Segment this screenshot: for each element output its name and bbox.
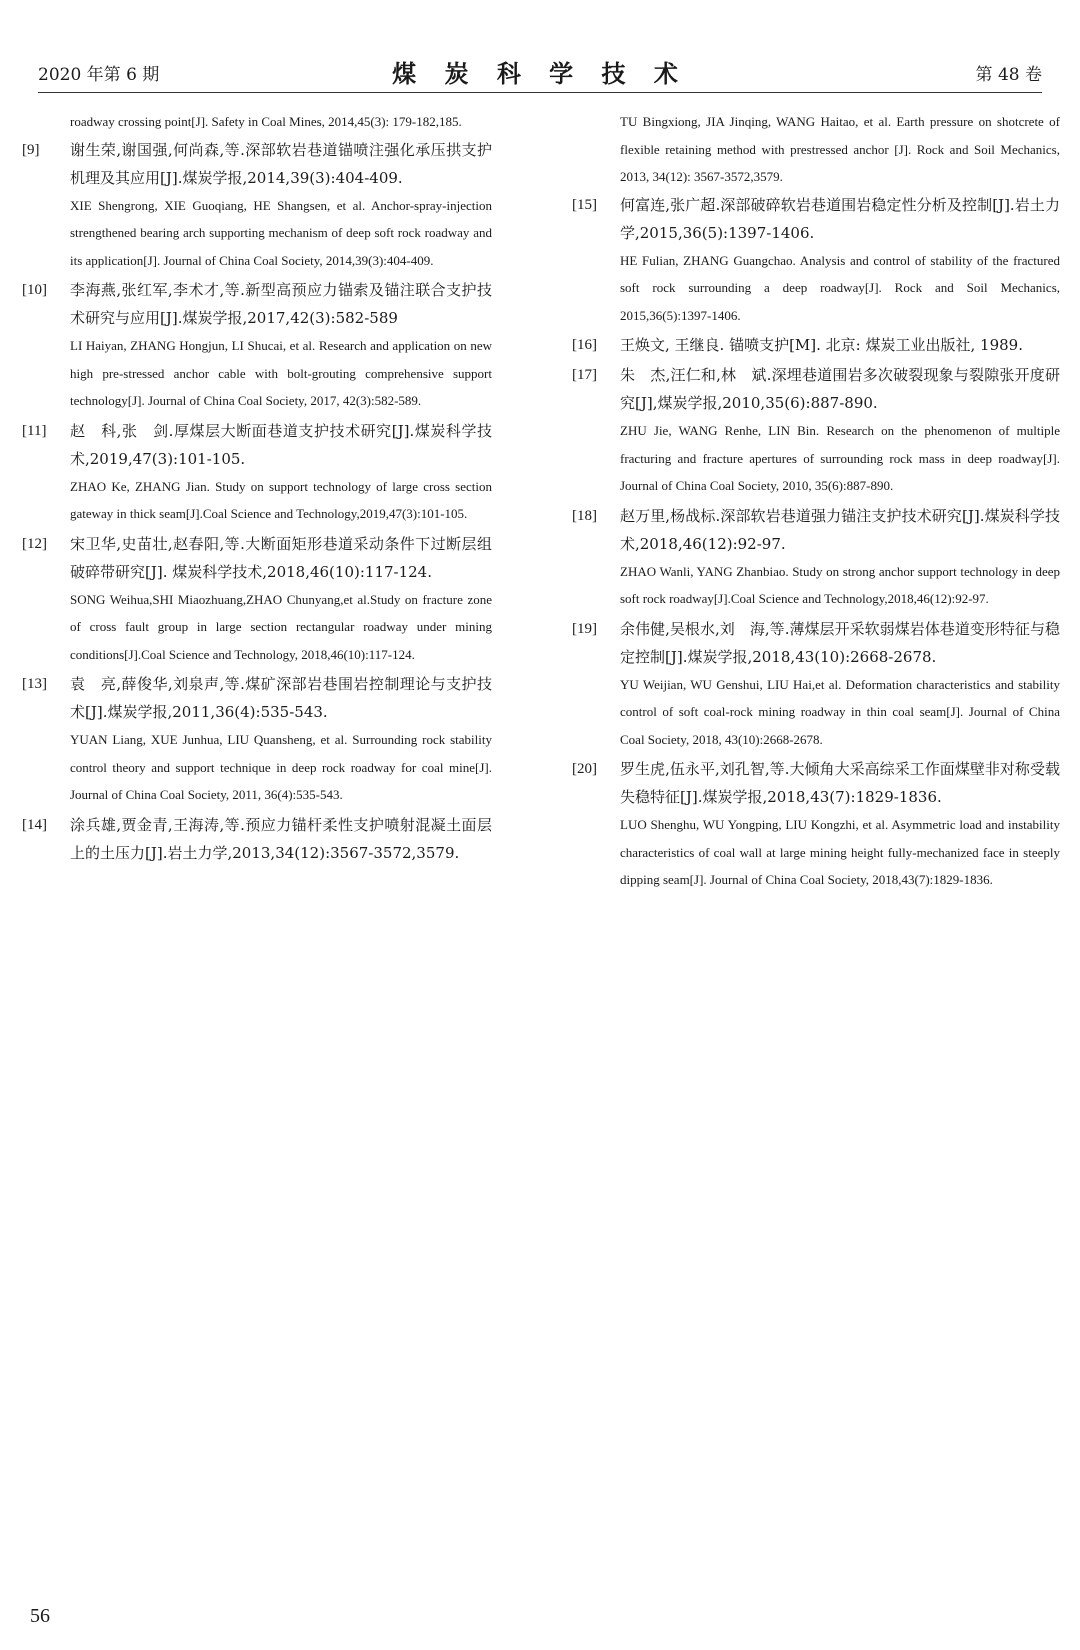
- reference-chinese: 何富连,张广超.深部破碎软岩巷道围岩稳定性分析及控制[J].岩土力学,2015,36(5):1397-1406.: [620, 195, 1060, 242]
- reference-item: [572, 615, 1060, 754]
- reference-english: SONG Weihua,SHI Miaozhuang,ZHAO Chunyang,et al.Study on fracture zone of cross fault group in large section rectangular roadway under mining conditions[J].Coal Science and Technology, 2018,46(10):117-124.: [70, 591, 492, 662]
- reference-chinese: 王焕文, 王继良. 锚喷支护[M]. 北京: 煤炭工业出版社, 1989.: [620, 336, 1023, 354]
- reference-continuation: roadway crossing point[J]. Safety in Coal Mines, 2014,45(3): 179-182,185.: [70, 114, 462, 129]
- reference-number: [18]: [572, 507, 597, 524]
- reference-item: [22, 136, 492, 275]
- reference-number: [9]: [22, 141, 40, 158]
- reference-english: YUAN Liang, XUE Junhua, LIU Quansheng, et al. Surrounding rock stability control theory and support technique in deep rock roadway for coal mine[J]. Journal of China Coal Society, 2011, 36(4):535-543.: [70, 732, 492, 802]
- reference-item: [572, 331, 1060, 359]
- right-column: [572, 108, 1060, 896]
- reference-chinese: 李海燕,张红军,李术才,等.新型高预应力锚索及锚注联合支护技术研究与应用[J].煤炭学报,2017,42(3):582-589: [70, 281, 492, 327]
- reference-english: LI Haiyan, ZHANG Hongjun, LI Shucai, et al. Research and application on new high pre-stressed anchor cable with bolt-grouting comprehensive support technology[J]. Journal of China Coal Society, 2017, 42(3):582-589.: [70, 338, 492, 408]
- reference-item: [572, 361, 1060, 500]
- reference-item: [572, 191, 1060, 330]
- reference-chinese: 袁 亮,薛俊华,刘泉声,等.煤矿深部岩巷围岩控制理论与支护技术[J].煤炭学报,2011,36(4):535-543.: [70, 675, 492, 721]
- reference-item: [22, 530, 492, 669]
- reference-english: XIE Shengrong, XIE Guoqiang, HE Shangsen, et al. Anchor-spray-injection strengthened bearing arch supporting mechanism of deep soft rock roadway and its application[J]. Journal of China Coal Society, 2014,39(3):404-409.: [70, 197, 492, 268]
- reference-number: [12]: [22, 535, 47, 552]
- left-column: [22, 108, 492, 869]
- reference-item: [22, 417, 492, 528]
- reference-english: ZHU Jie, WANG Renhe, LIN Bin. Research on the phenomenon of multiple fracturing and fracture apertures of surrounding rock mass in deep roadway[J]. Journal of China Coal Society, 2010, 35(6):887-890.: [620, 423, 1060, 493]
- reference-english: ZHAO Wanli, YANG Zhanbiao. Study on strong anchor support technology in deep soft rock roadway[J].Coal Science and Technology,2018,46(12):92-97.: [620, 563, 1060, 606]
- reference-chinese: 罗生虎,伍永平,刘孔智,等.大倾角大采高综采工作面煤壁非对称受载失稳特征[J].煤炭学报,2018,43(7):1829-1836.: [620, 760, 1060, 806]
- journal-title: 煤 炭 科 学 技 术: [392, 59, 688, 88]
- reference-item: [572, 502, 1060, 613]
- issue-label: 2020 年第 6 期: [38, 65, 160, 85]
- reference-chinese: 涂兵雄,贾金青,王海涛,等.预应力锚杆柔性支护喷射混凝土面层上的土压力[J].岩土力学,2013,34(12):3567-3572,3579.: [70, 815, 492, 862]
- reference-number: [19]: [572, 620, 597, 637]
- reference-number: [10]: [22, 282, 47, 298]
- reference-number: [13]: [22, 676, 47, 692]
- reference-continuation: TU Bingxiong, JIA Jinqing, WANG Haitao, et al. Earth pressure on shotcrete of flexible retaining method with prestressed anchor [J]. Rock and Soil Mechanics, 2013, 34(12): 3567-3572,3579.: [620, 114, 1060, 184]
- reference-number: [15]: [572, 196, 597, 213]
- reference-chinese: 宋卫华,史苗壮,赵春阳,等.大断面矩形巷道采动条件下过断层组破碎带研究[J]. 煤炭科学技术,2018,46(10):117-124.: [70, 534, 492, 581]
- reference-item: [22, 670, 492, 809]
- volume-label: 第 48 卷: [975, 65, 1042, 85]
- reference-english: HE Fulian, ZHANG Guangchao. Analysis and control of stability of the fractured soft rock surrounding a deep roadway[J]. Rock and Soil Mechanics, 2015,36(5):1397-1406.: [620, 252, 1060, 323]
- reference-english: YU Weijian, WU Genshui, LIU Hai,et al. Deformation characteristics and stability control of soft coal-rock mining roadway in thin coal seam[J]. Journal of China Coal Society, 2018, 43(10):2668-2678.: [620, 676, 1060, 747]
- reference-chinese: 谢生荣,谢国强,何尚森,等.深部软岩巷道锚喷注强化承压拱支护机理及其应用[J].煤炭学报,2014,39(3):404-409.: [70, 140, 492, 187]
- reference-number: [11]: [22, 422, 47, 439]
- reference-chinese: 赵 科,张 剑.厚煤层大断面巷道支护技术研究[J].煤炭科学技术,2019,47(3):101-105.: [70, 421, 492, 468]
- reference-chinese: 朱 杰,汪仁和,林 斌.深埋巷道围岩多次破裂现象与裂隙张开度研究[J],煤炭学报,2010,35(6):887-890.: [620, 366, 1060, 412]
- reference-english: ZHAO Ke, ZHANG Jian. Study on support technology of large cross section gateway in thick seam[J].Coal Science and Technology,2019,47(3):101-105.: [70, 478, 492, 521]
- reference-number: [16]: [572, 337, 597, 353]
- reference-english: LUO Shenghu, WU Yongping, LIU Kongzhi, et al. Asymmetric load and instability characteristics of coal wall at large mining height fully-mechanized face in steeply dipping seam[J]. Journal of China Coal Society, 2018,43(7):1829-1836.: [620, 817, 1060, 887]
- running-header: [38, 52, 1042, 93]
- reference-number: [14]: [22, 816, 47, 833]
- reference-number: [17]: [572, 367, 597, 383]
- reference-item: [22, 276, 492, 415]
- reference-item: [572, 755, 1060, 894]
- reference-chinese: 赵万里,杨战标.深部软岩巷道强力锚注支护技术研究[J].煤炭科学技术,2018,46(12):92-97.: [620, 506, 1060, 553]
- reference-item: [22, 811, 492, 867]
- reference-number: [20]: [572, 761, 597, 777]
- reference-chinese: 余伟健,吴根水,刘 海,等.薄煤层开采软弱煤岩体巷道变形特征与稳定控制[J].煤炭学报,2018,43(10):2668-2678.: [620, 619, 1060, 666]
- page-number: 56: [30, 1605, 50, 1627]
